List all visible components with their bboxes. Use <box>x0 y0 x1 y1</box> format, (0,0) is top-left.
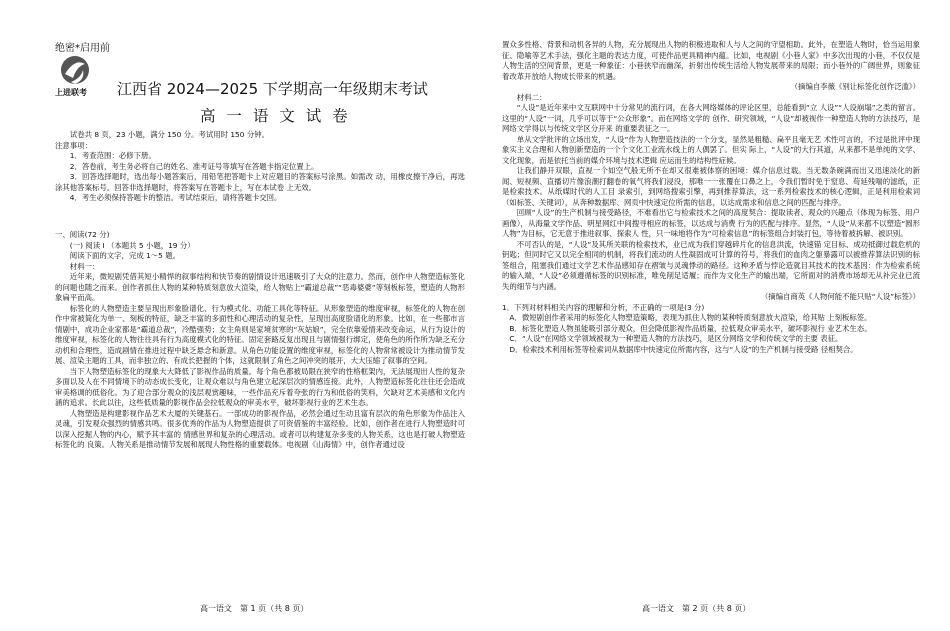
notes-label: 注意事项： <box>55 140 92 150</box>
page-footer-right: 高一语文 第 2 页（共 8 页） <box>642 604 751 613</box>
source-citation: （摘编自李薇《别让标签化创作泛滥》） <box>790 82 920 91</box>
note-item: 1．考查范围：必修下册。 <box>69 151 156 160</box>
left-page <box>55 0 465 631</box>
source-citation: （摘编自商英《人物何能不能只贴“人设”标签》） <box>760 292 920 301</box>
passage-paragraph: 当下人物塑造标签化的现象大大降低了影视作品的质量。每个角色都被局限在狭窄的性格框架内，无法展现出人性的复杂多面以及人在不同情境下的动态成长变化，让观众难以与角色建立起深层次的情感连接。此外，人物塑造标签化往往还会造成审美格调的低俗化。为了迎合部分观众的浅层观赏趣味，一些作品充斥着夸张的行为和低俗的笑料，欠缺对艺术美感和文化内涵的追求。长此以往，这些低质量的影视作品会拉低观众的审美水平，破坏影视行业的艺术生态。 <box>55 366 465 407</box>
question-option: C．“人设”在网络文学领域被视为一种塑造人物的方法技巧，是区分网络文学和传统文学的主要 表征。 <box>509 334 843 343</box>
right-page <box>502 0 920 631</box>
question-option: B．标签化塑造人物虽能吸引部分观众，但会降低影视作品质量，拉低观众审美水平，破坏影视行 业艺术生态。 <box>509 323 872 333</box>
material2-label: 材料二： <box>516 92 547 102</box>
passage-paragraph: 不可否认的是，“人设”及其所关联的检索技术，业已成为我们穿越碎片化的信息洪流，快速锚 定目标、成功抵御过载危机的钥匙；但同时它又以完全相同的机制，将我们流动的人性凝固成可计算的符号，将我们的血肉之躯暴露可以被推荐算法识别的标签组合，阻塞我们通过文学艺术作品感知存在褶皱与灵魂悸动的路径。这种矛盾与悖论造就目其技术的技术基因：作为检索系统的输入端，“人设”必须遵循标签的识别标准，唯免削足适履；而作为文化生产的输出端，它所面对的消费市场却无从补完业已流失的细节与内涵。 <box>502 239 920 291</box>
passage-paragraph: 人物塑造是构建影视作品艺术大厦的关键基石。一部成功的影视作品，必然会通过生动且富有层次的角色形象为作品注入灵魂，引发观众强烈的情感共鸣。很多优秀的作品为人物塑造提供了可资借鉴的丰富经验。比如，创作者在进行人物塑造时可以深入挖掘人物的内心，赋予其丰富的 情感世界和复杂的心理活动。或者可以构建复杂多变的人物关系，这也是打破人物塑造标签化的 良策。人物关系是推动情节发展和展现人物性格的重要载体。电视剧《山海情》中，创作者通过设 <box>55 408 465 449</box>
passage-continuation: 置众多性格、背景和动机各异的人物，充分展现出人物的积极进取和人与人之间的守望相助。此外，在塑造人物时，恰当运用象征、隐喻等艺术手法，强化主题的表达力度，可使作品更具精神内蕴。比如，电视剧《小巷人家》中多次出现的小巷，不仅仅是人物生活的空间背景，更是一种象征：小巷狭窄而幽深，折射出传统生活给人物发展带来的局限；而小巷外的广阔世界，则象征着改革开放给人物成长带来的机遇。 <box>502 40 920 81</box>
section-heading: 一、阅读(72 分) <box>55 230 110 239</box>
passage-paragraph: 单从文学批评的立场出发，“人设”作为人物塑造技法的一个分支，显然是粗糙、扁平且毫无艺 术性可言的，不过是批评中现象实主义合理和人物创新塑造的一个个文化工业流水线上的人偶罢了。但实 际上，“人设”的大行其道，从来都不是单纯的文学、文化现象，而是依托当前的媒介环境与技术逻辑 应运而生的结构性症候。 <box>502 134 920 165</box>
passage-paragraph: 让我们静开双眼，直视一个如空气般无所不在却又很难被体察的困境：媒介信息过载。当无数条碗满而出又迅速淡化的新闻、短视频、直播切片像浪潮打翻卷的氧气将我们浸没，那唯一一张覆在口鼻之上，令我们暂时免于窒息、苟延残喘的滤纸，正是检索技术。从纸媒时代的人工目 录索引，到网络搜索引擎，再到推荐算法，这一系列检索技术的核心逻辑，正是利用检索词（如标签、关键词），从奔种数据库、网页中快速定位所需的信息，以达成需求和信息之间的匹配与排序。 <box>502 166 920 207</box>
logo-text: 上进联考 <box>55 88 87 97</box>
material1-label: 材料一： <box>69 261 100 271</box>
question-option: A．微短剧创作者采用的标签化人物塑造策略，表现为抓住人物的某种特质刻意放大渲染，给其贴 上刻板标签。 <box>509 313 872 322</box>
note-item: 4．考生必须保持答题卡的整洁。考试结束后，请将答题卡交回。 <box>69 193 282 202</box>
section-instruction: 阅读下面的文字，完成 1～5 题。 <box>69 251 180 260</box>
reading-section <box>55 230 465 451</box>
right-content <box>502 40 920 355</box>
question-stem: 1．下列对材料相关内容的理解和分析，不正确的一项是(3 分) <box>502 302 705 312</box>
passage-paragraph: “人设”是近年来中文互联网中十分常见的流行词，在各大网络媒体的评论区里，总能看到“立 人设”“人设崩塌”之类的留言。这里的“人设”一词，几乎可以等于“公众形象”。而在网络文学的 创作、研究领域，“人设”却被视作一种塑造人物的方法技巧，是网络文学得以与传统文学区分开来 的重要表征之一。 <box>502 103 920 133</box>
note-item: 3．回答选择题时，选出每小题答案后，用铅笔把答题卡上对应题目的答案标号涂黑。如需改 动，用橡皮擦干净后，再选涂其他答案标号。回答非选择题时，将答案写在答题卡上，写在本试卷 上无效。 <box>55 172 465 192</box>
exam-title: 江西省 2024—2025 下学期高一年级期末考试 <box>117 80 428 98</box>
passage-paragraph: 回顾“人设”的生产机制与接受路径，不难看出它与检索技术之间的高度契合：提取读者、观众的兴趣点（体现为标签、用户画像），从海量文学作品、明星网红中间搜寻相应的标签，以达成与消费 行为的匹配与排序。显然，“人设”从来都不以塑造“圆形人物”为目标，它无意于推进叙事、探索人 性，只一味地将作为“可检索信息”的标签组合封装打包，等待着被拆解、被识别。 <box>502 208 920 238</box>
exam-subtitle: 高 一 语 文 试 卷 <box>200 107 351 125</box>
question-option: D．检索技术利用标签等检索词从数据库中快速定位所需内容，这与“人设”的生产机制与接受路 径相契合。 <box>509 344 858 354</box>
notes-block <box>55 130 465 204</box>
passage-paragraph: 近年来，微短剧凭借其短小精悍的叙事结构和快节奏的剧情设计迅速吸引了大众的注意力。然而，创作中人物塑造标签化的问题也随之而来。创作者抓住人物的某种特质刻意放大渲染，给人物贴上“霸道总裁”“恶毒婆婆”等刻板标签，塑造的人物形象扁平而高。 <box>55 272 465 302</box>
section-sub: (一) 阅读 Ⅰ （本题共 5 小题，19 分） <box>69 240 195 250</box>
passage-paragraph: 标签化的人物塑造主要呈现出形象脸谱化、行为模式化、功能工具化等特征。从形象塑造的维度审视，标签化的人物在创作中常被简化为单一、刻板的特征，缺乏丰富的多面性和心理活动的复杂性，呈现出高度脸谱化的形象。比如，在一些都市言情剧中，成功企业家都是“霸道总裁”，冷酷强势；女主角则是家境贫寒的“灰姑娘”，完全依靠爱情来改变命运，从行为设计的维度审视，标签化的人物往往具有行为高度模式化的特征。固定套路反复出现且与剧情强行绑定，使角色的所作所为缺乏充分动机和合理性，造成剧情在推进过程中缺乏悬念和新意。从角色功能设置的维度审视，标签化的人物常常被设计为推动情节发展、渲染主题的工具，而非独立的、有成长把握的个体，这就限制了角色之间冲突的展开，大大压缩了叙事的空间。 <box>55 303 465 365</box>
page-footer-left: 高一语文 第 1 页（共 8 页） <box>200 604 309 613</box>
confidential-label: 绝密*启用前 <box>55 43 110 54</box>
note-item: 2．答卷前，考生务必将自己的姓名、准考证号等填写在答题卡指定位置上。 <box>69 161 319 171</box>
notes-intro: 试卷共 8 页，23 小题，满分 150 分。考试用时 150 分钟。 <box>69 130 269 139</box>
